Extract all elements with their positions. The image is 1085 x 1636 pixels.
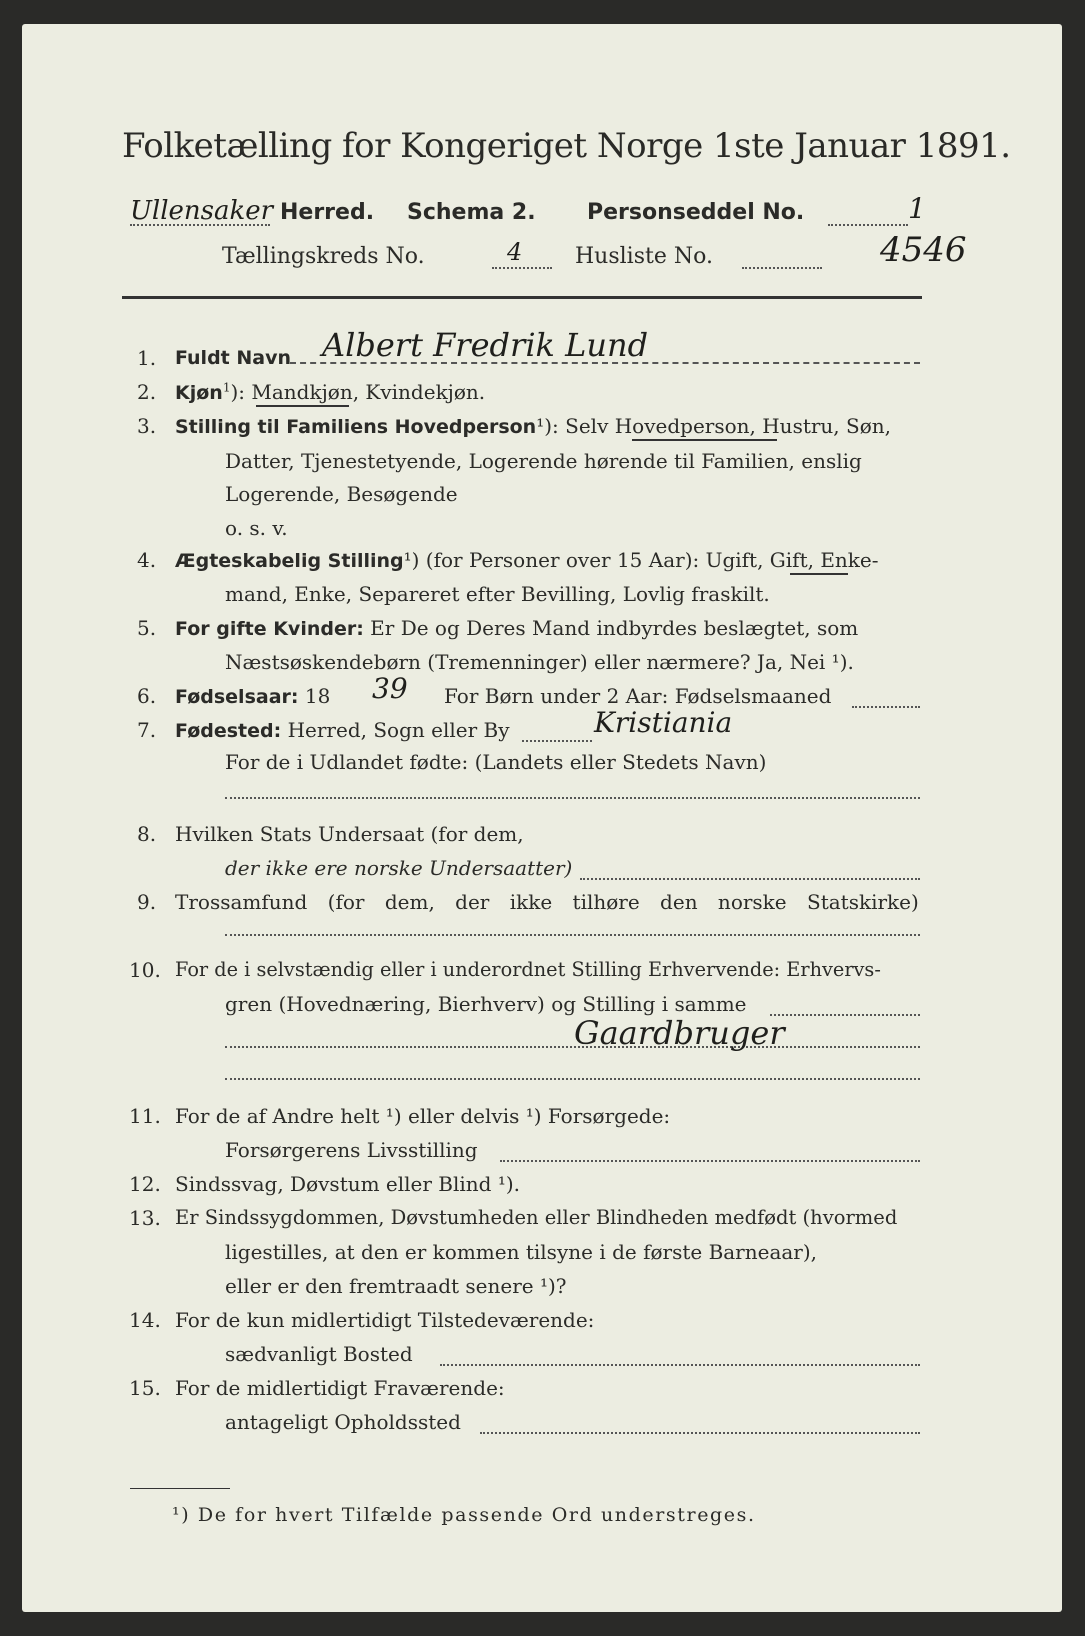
husliste-dotline — [742, 267, 822, 269]
q3-row1 — [175, 414, 891, 438]
q2-label: Kjøn — [175, 382, 223, 404]
q9-line — [225, 934, 920, 936]
q5-number: 5. — [137, 616, 157, 640]
q4-text1: ¹) (for Personer over 15 Aar): Ugift, Gift, Enke- — [403, 548, 879, 572]
q2-number: 2. — [137, 380, 157, 404]
q7-text1: Herred, Sogn eller By — [287, 718, 510, 742]
form-title: Folketælling for Kongeriget Norge 1ste Januar 1891. — [122, 126, 1011, 166]
q15-dotline — [480, 1432, 920, 1434]
kreds-dotline — [492, 267, 552, 269]
q4-number: 4. — [137, 548, 157, 572]
q13-number: 13. — [129, 1206, 161, 1230]
q12-text1: Sindssvag, Døvstum eller Blind ¹). — [175, 1172, 521, 1196]
q7-label: Fødested: — [175, 720, 282, 742]
q3-text2: Datter, Tjenestetyende, Logerende hørende til Familien, enslig — [225, 449, 862, 473]
q14-dotline — [440, 1364, 920, 1366]
census-form-page — [22, 24, 1062, 1612]
personseddel-label: Personseddel No. — [587, 200, 805, 225]
q14-text1: For de kun midlertidigt Tilstedeværende: — [175, 1308, 595, 1332]
q5-row1 — [175, 616, 858, 640]
q10-dotline2 — [225, 1046, 920, 1048]
q11-dotline — [500, 1160, 920, 1162]
q6-year-prefix: 18 — [304, 684, 331, 708]
q7-birthplace-handwritten: Kristiania — [594, 706, 733, 739]
q13-text2: ligestilles, at den er kommen tilsyne i de første Barneaar), — [225, 1240, 818, 1264]
q11-number: 11. — [129, 1104, 161, 1128]
q1-name-handwritten: Albert Fredrik Lund — [322, 326, 649, 364]
q6-row — [175, 684, 330, 708]
q10-text2: gren (Hovednæring, Bierhverv) og Stilling i samme — [225, 992, 747, 1016]
q6-year-handwritten: 39 — [372, 672, 408, 705]
q8-number: 8. — [137, 822, 157, 846]
q4-label: Ægteskabelig Stilling — [175, 550, 404, 572]
q13-text1: Er Sindssygdommen, Døvstumheden eller Blindheden medfødt (hvormed — [175, 1206, 898, 1229]
q15-text1: For de midlertidigt Fraværende: — [175, 1376, 505, 1400]
q14-text2: sædvanligt Bosted — [225, 1342, 413, 1366]
q7-text2: For de i Udlandet fødte: (Landets eller Stedets Navn) — [225, 750, 767, 774]
personseddel-number-handwritten: 1 — [908, 192, 926, 225]
municipality-dotline — [130, 224, 270, 226]
q6-label: Fødselsaar: — [175, 686, 299, 708]
q5-label: For gifte Kvinder: — [175, 618, 364, 640]
q12-number: 12. — [129, 1172, 161, 1196]
q11-text2: Forsørgerens Livsstilling — [225, 1138, 478, 1162]
q2-options: ): Mandkjøn, Kvindekjøn. — [230, 380, 486, 404]
schema-label: Schema 2. — [407, 200, 536, 225]
q7-row1 — [175, 718, 510, 742]
q2-sup: 1 — [222, 380, 231, 395]
q15-number: 15. — [129, 1376, 161, 1400]
q14-number: 14. — [129, 1308, 161, 1332]
q13-text3: eller er den fremtraadt senere ¹)? — [225, 1274, 567, 1298]
header-divider — [122, 296, 922, 299]
q5-text2: Næstsøskendebørn (Tremenninger) eller nærmere? Ja, Nei ¹). — [225, 650, 854, 674]
q11-text1: For de af Andre helt ¹) eller delvis ¹) Forsørgede: — [175, 1104, 671, 1128]
municipality-handwritten: Ullensaker — [130, 196, 274, 226]
q8-text1: Hvilken Stats Undersaat (for dem, — [175, 822, 524, 846]
q6-rest: For Børn under 2 Aar: Fødselsmaaned — [444, 684, 832, 708]
herred-label: Herred. — [280, 200, 375, 225]
q7-dotline — [522, 740, 592, 742]
q6-number: 6. — [137, 684, 157, 708]
husliste-number-handwritten: 4546 — [880, 230, 967, 270]
q4-underline-gift — [790, 573, 848, 575]
q9-number: 9. — [137, 890, 157, 914]
q1-number: 1. — [137, 346, 157, 370]
q2-row — [175, 380, 485, 404]
kreds-number-handwritten: 4 — [507, 238, 523, 266]
q10-number: 10. — [129, 958, 161, 982]
q2-underline-mandkjon — [256, 405, 349, 407]
q5-text1: Er De og Deres Mand indbyrdes beslægtet, som — [370, 616, 859, 640]
q10-dotline3 — [225, 1078, 920, 1080]
q7-line2 — [225, 797, 920, 799]
q7-number: 7. — [137, 718, 157, 742]
q3-number: 3. — [137, 414, 157, 438]
q10-text1: For de i selvstændig eller i underordnet Stilling Erhvervende: Erhvervs- — [175, 958, 881, 981]
q3-text1: ¹): Selv Hovedperson, Hustru, Søn, — [536, 414, 892, 438]
q3-underline-hovedperson — [632, 439, 777, 441]
q4-row1 — [175, 548, 879, 572]
personseddel-dotline — [828, 224, 908, 226]
footnote-divider — [130, 1488, 230, 1489]
q4-text2: mand, Enke, Separeret efter Bevilling, Lovlig fraskilt. — [225, 582, 770, 606]
q8-dotline — [580, 878, 920, 880]
q6-dotline — [852, 706, 920, 708]
q15-text2: antageligt Opholdssted — [225, 1410, 461, 1434]
q1-label: Fuldt Navn — [175, 347, 292, 369]
q9-text1: Trossamfund (for dem, der ikke tilhøre den norske Statskirke) — [175, 890, 919, 914]
q8-text2: der ikke ere norske Undersaatter) — [225, 856, 573, 880]
q3-label: Stilling til Familiens Hovedperson — [175, 416, 537, 438]
q3-text3: Logerende, Besøgende — [225, 482, 458, 506]
husliste-label: Husliste No. — [575, 244, 713, 269]
kreds-label: Tællingskreds No. — [222, 244, 425, 269]
q3-text4: o. s. v. — [225, 516, 288, 540]
q1-line — [290, 362, 920, 364]
footnote: ¹) De for hvert Tilfælde passende Ord understreges. — [172, 1504, 756, 1526]
q10-occupation-handwritten: Gaardbruger — [574, 1014, 785, 1052]
q10-dotline1 — [770, 1014, 920, 1016]
